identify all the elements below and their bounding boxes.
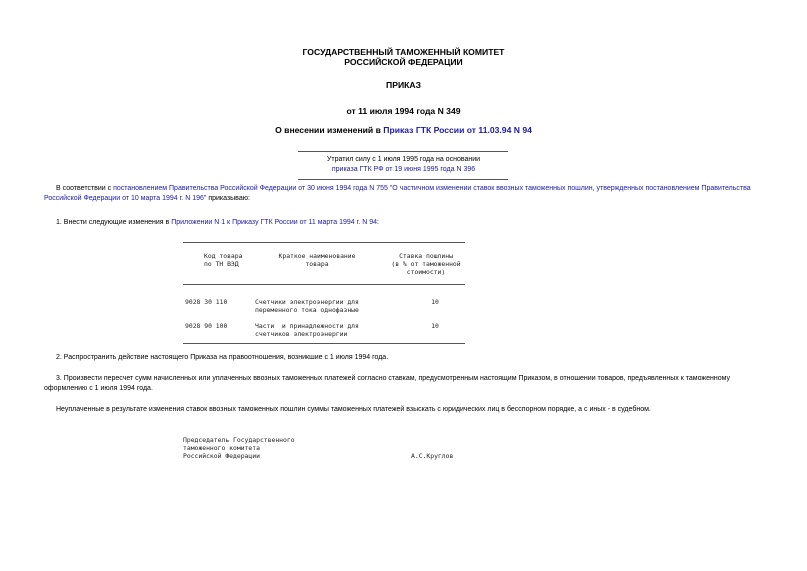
subject-prefix: О внесении изменений в [275, 125, 384, 135]
item-1-suffix: : [377, 219, 379, 226]
item-3: 3. Произвести пересчет сумм начисленных или уплаченных ввозных таможенных платежей согласно ставкам, предусмотренным настоящим Приказом, в отношении товаров, предъявленных к таможенному оформлению с 1 июля 1994 года. [44, 375, 731, 392]
issuer-line-1: ГОСУДАРСТВЕННЫЙ ТАМОЖЕННЫЙ КОМИТЕТ [302, 47, 505, 57]
row-2-code: 9028 90 100 [185, 322, 228, 330]
row-1-rate: 10 [431, 298, 439, 306]
divider-bottom [298, 179, 508, 180]
validity-note: Утратил силу с 1 июля 1995 года на основании [326, 156, 481, 163]
item-2: 2. Распространить действие настоящего Приказа на правоотношения, возникшие с 1 июля 1994 года. [56, 354, 389, 361]
document-date: от 11 июля 1994 года N 349 [346, 106, 461, 116]
signature-name: А.С.Круглов [411, 452, 454, 460]
header-rate: Ставка пошлины (в % от таможенной стоимости) [391, 252, 461, 276]
row-1-code: 9028 30 110 [185, 298, 228, 306]
table-rule-bottom [183, 343, 465, 344]
item-4: Неуплаченные в результате изменения ставок ввозных таможенных пошлин суммы таможенных платежей взыскать с юридических лиц в бесспорном порядке, а с иных - в судебном. [56, 406, 651, 413]
item-1 [56, 218, 776, 228]
divider-top [298, 151, 508, 152]
intro-paragraph [44, 184, 774, 204]
header-name: Краткое наименование товара [278, 252, 356, 268]
intro-prefix: В соответствии с [56, 185, 114, 192]
subject-link[interactable]: Приказ ГТК России от 11.03.94 N 94 [383, 125, 532, 135]
row-2-name: Части и принадлежности для счетчиков электроэнергии [255, 322, 359, 338]
intro-suffix: приказываю: [206, 195, 250, 202]
table-rule-top [183, 242, 465, 243]
row-1-name: Счетчики электроэнергии для переменного тока однофазные [255, 298, 359, 314]
item-1-prefix: 1. Внести следующие изменения в [56, 219, 172, 226]
signature-title: Председатель Государственного таможенного комитета Российской Федерации [183, 436, 295, 460]
header-code: Код товара по ТН ВЭД [204, 252, 243, 268]
item-1-link[interactable]: Приложении N 1 к Приказу ГТК России от 11 марта 1994 г. N 94 [171, 219, 378, 226]
table-rule-mid [183, 284, 465, 285]
intro-link[interactable]: постановлением Правительства Российской Федерации от 30 июня 1994 года N 755 "О частичном изменении ставок ввозных таможенных пошлин, утвержденных постановлением Правительства Российской Федерации от 10 марта 1994 г. N 196" [44, 185, 751, 202]
validity-link[interactable]: приказа ГТК РФ от 19 июня 1995 года N 396 [331, 166, 476, 173]
document-subject [0, 125, 807, 135]
issuer-line-2: РОССИЙСКОЙ ФЕДЕРАЦИИ [344, 57, 463, 67]
document-type: ПРИКАЗ [386, 80, 421, 90]
row-2-rate: 10 [431, 322, 439, 330]
